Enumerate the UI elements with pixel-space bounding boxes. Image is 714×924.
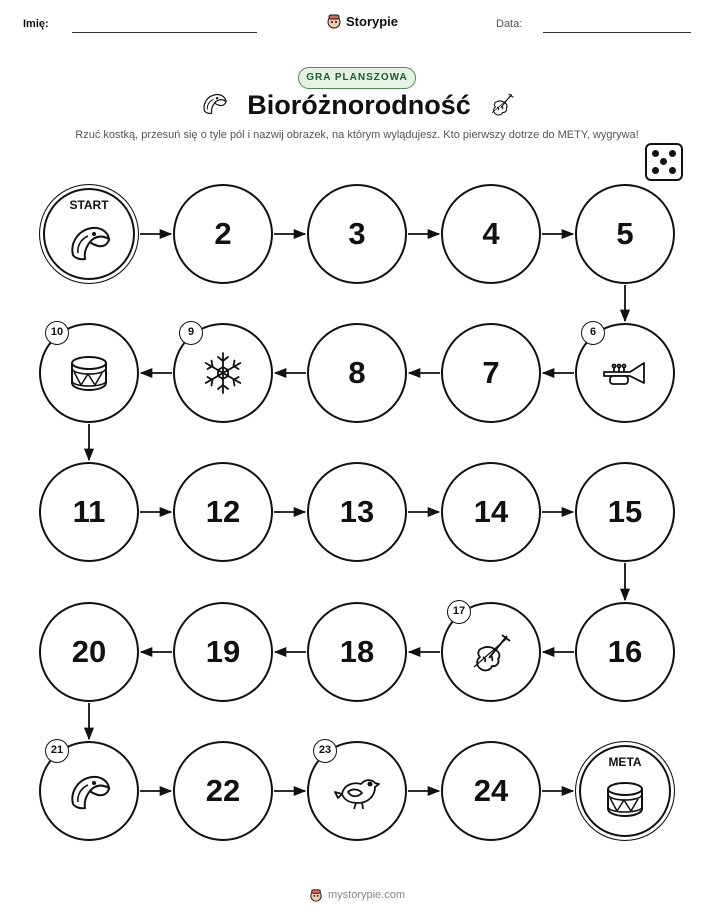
board-cell-23 <box>307 741 407 841</box>
board-cell-16 <box>575 602 675 702</box>
cell-number: 24 <box>473 773 509 808</box>
board-cell-11 <box>39 462 139 562</box>
cell-number: 22 <box>205 773 241 808</box>
brand-name: Storypie <box>346 13 399 29</box>
cell-number-badge: 21 <box>45 739 69 763</box>
board-cell-9 <box>173 323 273 423</box>
storypie-mascot-icon <box>309 888 323 902</box>
footer-url: mystorypie.com <box>327 889 406 901</box>
start-label: START <box>69 198 109 212</box>
board-cell-15 <box>575 462 675 562</box>
board-cell-6 <box>575 323 675 423</box>
title-text: Bioróżnorodność <box>247 90 471 120</box>
violin-icon <box>466 627 516 677</box>
cell-number: 13 <box>339 494 375 529</box>
toucan-icon <box>64 766 114 816</box>
cell-number-badge: 9 <box>179 321 203 345</box>
drum-icon <box>64 348 114 398</box>
board-cell-22 <box>173 741 273 841</box>
cell-number-badge: 23 <box>313 739 337 763</box>
board-cell-19 <box>173 602 273 702</box>
cell-number: 16 <box>607 634 643 669</box>
cell-number: 3 <box>348 216 366 251</box>
board-cell-21 <box>39 741 139 841</box>
trumpet-icon <box>600 348 650 398</box>
instructions: Rzuć kostką, przesuń się o tyle pól i nazwij obrazek, na którym wylądujesz. Kto pierwszy dotrze do METY, wygrywa! <box>75 129 639 141</box>
cell-number-badge: 10 <box>45 321 69 345</box>
toucan-icon <box>64 217 114 267</box>
board-cell-7 <box>441 323 541 423</box>
date-label: Data: <box>496 18 523 30</box>
board-cell-25 <box>575 741 675 841</box>
board-cell-24 <box>441 741 541 841</box>
board-cell-20 <box>39 602 139 702</box>
cell-number: 5 <box>616 216 634 251</box>
bird-icon <box>332 766 382 816</box>
finish-label: META <box>608 755 642 769</box>
board-cell-12 <box>173 462 273 562</box>
board-cell-3 <box>307 184 407 284</box>
cell-number: 20 <box>71 634 107 669</box>
cell-number: 8 <box>348 355 366 390</box>
cell-number: 12 <box>205 494 241 529</box>
cell-number: 4 <box>482 216 500 251</box>
board-cell-8 <box>307 323 407 423</box>
cell-number: 19 <box>205 634 241 669</box>
drum-icon <box>600 774 650 824</box>
snowflake-icon <box>198 348 248 398</box>
cell-number: 15 <box>607 494 643 529</box>
board-cell-5 <box>575 184 675 284</box>
name-label: Imię: <box>23 18 49 30</box>
cell-number: 11 <box>72 494 106 529</box>
footer <box>0 888 714 902</box>
board-cell-10 <box>39 323 139 423</box>
board-cell-18 <box>307 602 407 702</box>
board-cell-2 <box>173 184 273 284</box>
cell-number: 14 <box>473 494 509 529</box>
cell-number-badge: 17 <box>447 600 471 624</box>
board-cell-17 <box>441 602 541 702</box>
cell-number: 2 <box>214 216 232 251</box>
board-cell-1 <box>39 184 139 284</box>
board-cell-4 <box>441 184 541 284</box>
game-type-badge: GRA PLANSZOWA <box>298 67 416 89</box>
board-cell-13 <box>307 462 407 562</box>
cell-number: 7 <box>482 355 500 390</box>
cell-number: 18 <box>339 634 375 669</box>
cell-number-badge: 6 <box>581 321 605 345</box>
board-cell-14 <box>441 462 541 562</box>
